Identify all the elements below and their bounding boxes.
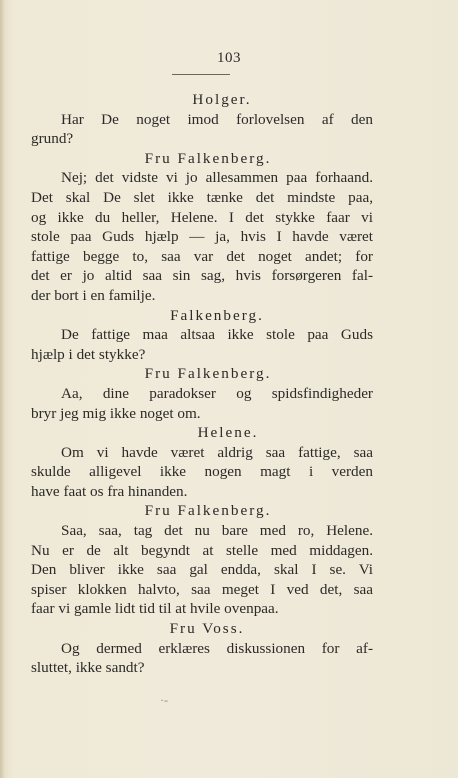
text-line: bryr jeg mig ikke noget om. (31, 404, 201, 422)
text-line: grund? (31, 130, 74, 148)
speaker-name: Helene. (197, 424, 259, 442)
dialogue-text (31, 90, 373, 678)
text-line: Saa, saa, tag det nu bare med ro, Helene. (61, 522, 373, 540)
text-line: Aa, dine paradokser og spidsfindigheder (61, 384, 373, 402)
text-line: have faat os fra hinanden. (31, 482, 188, 500)
speaker-name: Fru Falkenberg. (144, 365, 272, 383)
text-line: Om vi havde været aldrig saa fattige, saa (61, 443, 373, 461)
text-line: Har De noget imod forlovelsen af den (61, 110, 373, 128)
text-line: Den bliver ikke saa gal endda, skal I se. Vi (31, 561, 373, 579)
text-line: det er jo altid saa sin sag, hvis forsørgeren fal- (31, 267, 373, 285)
text-line: skulde alligevel ikke nogen magt i verden (31, 463, 373, 481)
text-line: og ikke du heller, Helene. I det stykke faar vi (31, 208, 373, 226)
text-line: Nej; det vidste vi jo allesammen paa forhaand. (61, 169, 373, 187)
speaker-name: Fru Falkenberg. (144, 149, 272, 167)
text-line: hjælp i det stykke? (31, 345, 146, 363)
text-line: Nu er de alt begyndt at stelle med middagen. (31, 541, 373, 559)
bottom-mark: ·- (160, 693, 168, 707)
text-line: De fattige maa altsaa ikke stole paa Guds (61, 326, 373, 344)
page-number-rule (172, 74, 230, 75)
text-line: der bort i en familje. (31, 286, 156, 304)
text-line: spiser klokken halvto, saa meget I ved det, saa (31, 580, 373, 598)
text-line: Og dermed erklæres diskussionen for af- (61, 639, 373, 657)
text-line: Det skal De slet ikke tænke det mindste paa, (31, 188, 373, 206)
text-line: sluttet, ikke sandt? (31, 659, 145, 677)
speaker-name: Fru Falkenberg. (144, 502, 272, 520)
speaker-name: Falkenberg. (170, 306, 264, 324)
speaker-name: Fru Voss. (169, 620, 245, 638)
text-line: fattige begge to, saa var det noget andet; for (31, 247, 373, 265)
speaker-name: Holger. (192, 91, 252, 108)
text-line: faar vi gamle lidt tid til at hvile ovenpaa. (31, 600, 279, 618)
page-number: 103 (217, 50, 241, 66)
text-line: stole paa Guds hjælp — ja, hvis I havde været (31, 228, 373, 246)
